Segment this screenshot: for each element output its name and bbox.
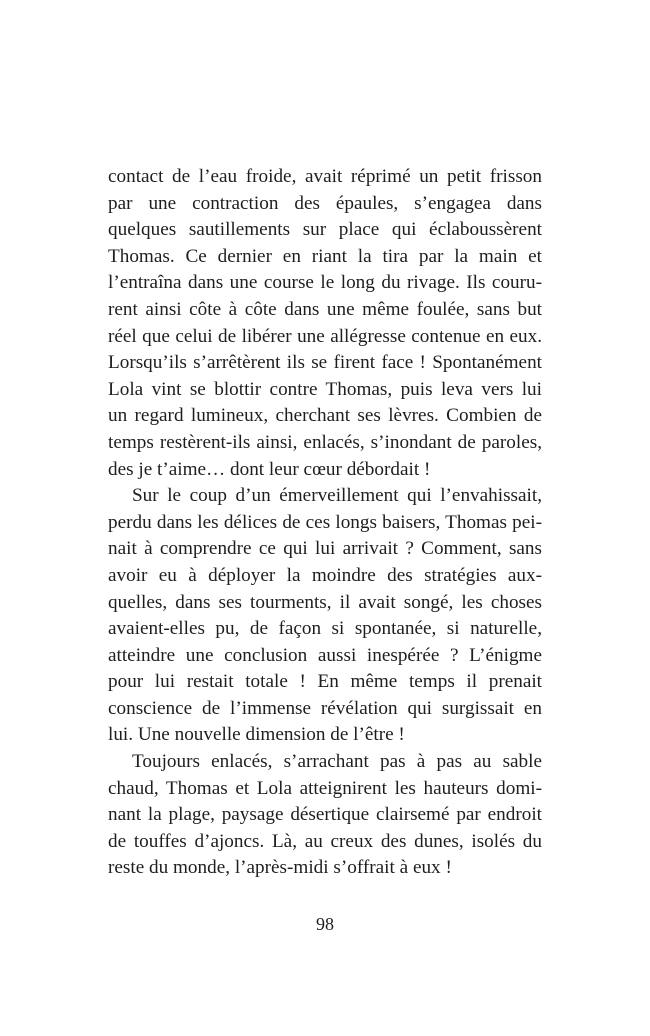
- text-line: lui. Une nouvelle dimension de l’être !: [108, 724, 405, 746]
- text-line: temps restèrent-ils ainsi, enlacés, s’inondant de paroles,: [108, 431, 542, 453]
- text-line: des je t’aime… dont leur cœur débordait !: [108, 458, 431, 480]
- text-line: un regard lumineux, cherchant ses lèvres. Combien de: [108, 405, 542, 427]
- text-line: nant la plage, paysage désertique clairsemé par endroit: [108, 804, 542, 826]
- text-line: par une contraction des épaules, s’engagea dans: [108, 192, 542, 214]
- text-line: nait à comprendre ce qui lui arrivait ? Comment, sans: [108, 538, 542, 560]
- text-line: quelles, dans ses tourments, il avait songé, les choses: [108, 591, 542, 613]
- text-line: Sur le coup d’un émerveillement qui l’envahissait,: [132, 485, 542, 507]
- text-line: quelques sautillements sur place qui éclaboussèrent: [108, 219, 542, 241]
- page-number: 98: [316, 914, 334, 934]
- text-line: perdu dans les délices de ces longs baisers, Thomas pei-: [108, 511, 542, 533]
- text-line: conscience de l’immense révélation qui surgissait en: [108, 697, 542, 719]
- text-line: pour lui restait totale ! En même temps il prenait: [108, 671, 542, 693]
- text-line: réel que celui de libérer une allégresse contenue en eux.: [108, 325, 542, 347]
- text-line: avoir eu à déployer la moindre des stratégies aux-: [108, 564, 542, 586]
- text-line: rent ainsi côte à côte dans une même foulée, sans but: [108, 298, 542, 320]
- text-line: contact de l’eau froide, avait réprimé un petit frisson: [108, 166, 542, 187]
- text-line: Thomas. Ce dernier en riant la tira par la main et: [108, 245, 542, 267]
- body-text: [108, 164, 542, 882]
- text-line: avaient-elles pu, de façon si spontanée, si naturelle,: [108, 618, 542, 640]
- text-line: l’entraîna dans une course le long du rivage. Ils couru-: [108, 272, 542, 294]
- text-line: Lorsqu’ils s’arrêtèrent ils se firent face ! Spontanément: [108, 352, 542, 374]
- text-line: chaud, Thomas et Lola atteignirent les hauteurs domi-: [108, 777, 542, 799]
- text-line: reste du monde, l’après-midi s’offrait à eux !: [108, 857, 452, 879]
- text-line: de touffes d’ajoncs. Là, au creux des dunes, isolés du: [108, 830, 542, 852]
- text-line: Toujours enlacés, s’arrachant pas à pas au sable: [132, 751, 542, 773]
- text-line: atteindre une conclusion aussi inespérée ? L’énigme: [108, 644, 542, 666]
- text-line: Lola vint se blottir contre Thomas, puis leva vers lui: [108, 378, 542, 400]
